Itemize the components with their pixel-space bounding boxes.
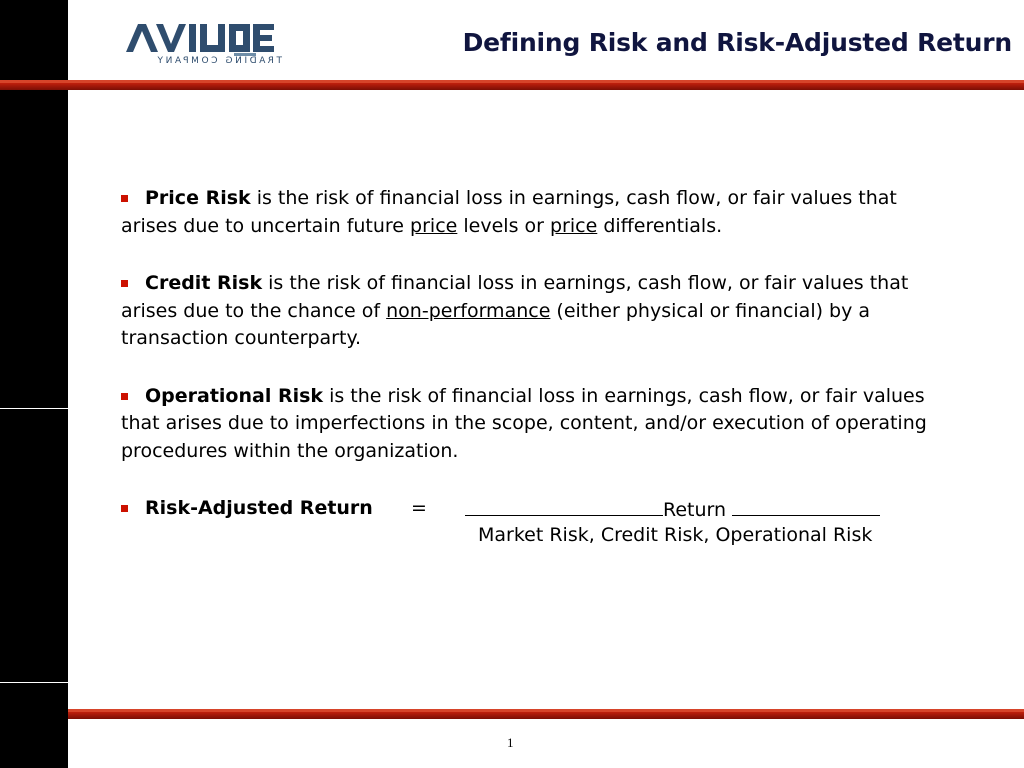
underlined-text: non-performance: [386, 299, 551, 322]
formula-equals: =: [411, 497, 427, 519]
header-rule: [0, 80, 1024, 92]
definition-text: is the risk of financial loss in earnings, cash flow, or fair values that arises due to uncertain future: [121, 187, 897, 237]
definition-text: differentials.: [597, 214, 723, 237]
left-sidebar-bar: [0, 0, 68, 768]
risk-term: Operational Risk: [145, 384, 324, 407]
fraction-line: [732, 495, 880, 516]
definition-text: levels or: [457, 214, 550, 237]
bullet-icon: [121, 195, 128, 202]
risk-term: Credit Risk: [145, 272, 263, 294]
fraction-line: [465, 495, 663, 516]
sidebar-divider: [0, 408, 68, 409]
underlined-text: price: [410, 214, 458, 237]
formula-numerator-text: Return: [663, 499, 727, 521]
bullet-item: [121, 383, 951, 466]
definition-text: is the risk of financial loss in earnings, cash flow, or fair values that arises due to the chance of: [121, 272, 909, 322]
risk-adjusted-return-formula: [121, 495, 951, 555]
logo-mark-icon: [126, 22, 276, 56]
page-title: Defining Risk and Risk-Adjusted Return: [462, 28, 1012, 57]
sidebar-divider: [0, 682, 68, 683]
definition-text: (either physical or financial) by a transaction counterparty.: [121, 299, 871, 349]
bullet-icon: [121, 505, 128, 512]
page-number: 1: [507, 735, 514, 750]
formula-denominator: Market Risk, Credit Risk, Operational Risk: [478, 524, 873, 546]
bullet-item: [121, 185, 951, 240]
risk-term: Price Risk: [145, 187, 251, 209]
formula-lhs: Risk-Adjusted Return: [145, 497, 373, 519]
bullet-icon: [121, 393, 128, 400]
footer-rule: [68, 709, 1024, 721]
slide-content: [121, 185, 951, 555]
company-logo: [82, 18, 282, 70]
bullet-item: [121, 270, 951, 353]
bullet-icon: [121, 280, 128, 287]
logo-tagline: TRADING COMPANY: [154, 56, 282, 66]
formula-numerator: [465, 495, 880, 525]
definition-text: is the risk of financial loss in earnings, cash flow, or fair values that arises due to imperfections in the scope, content, and/or execution of operating procedures within the organization.: [121, 384, 927, 462]
underlined-text: price: [549, 214, 598, 237]
